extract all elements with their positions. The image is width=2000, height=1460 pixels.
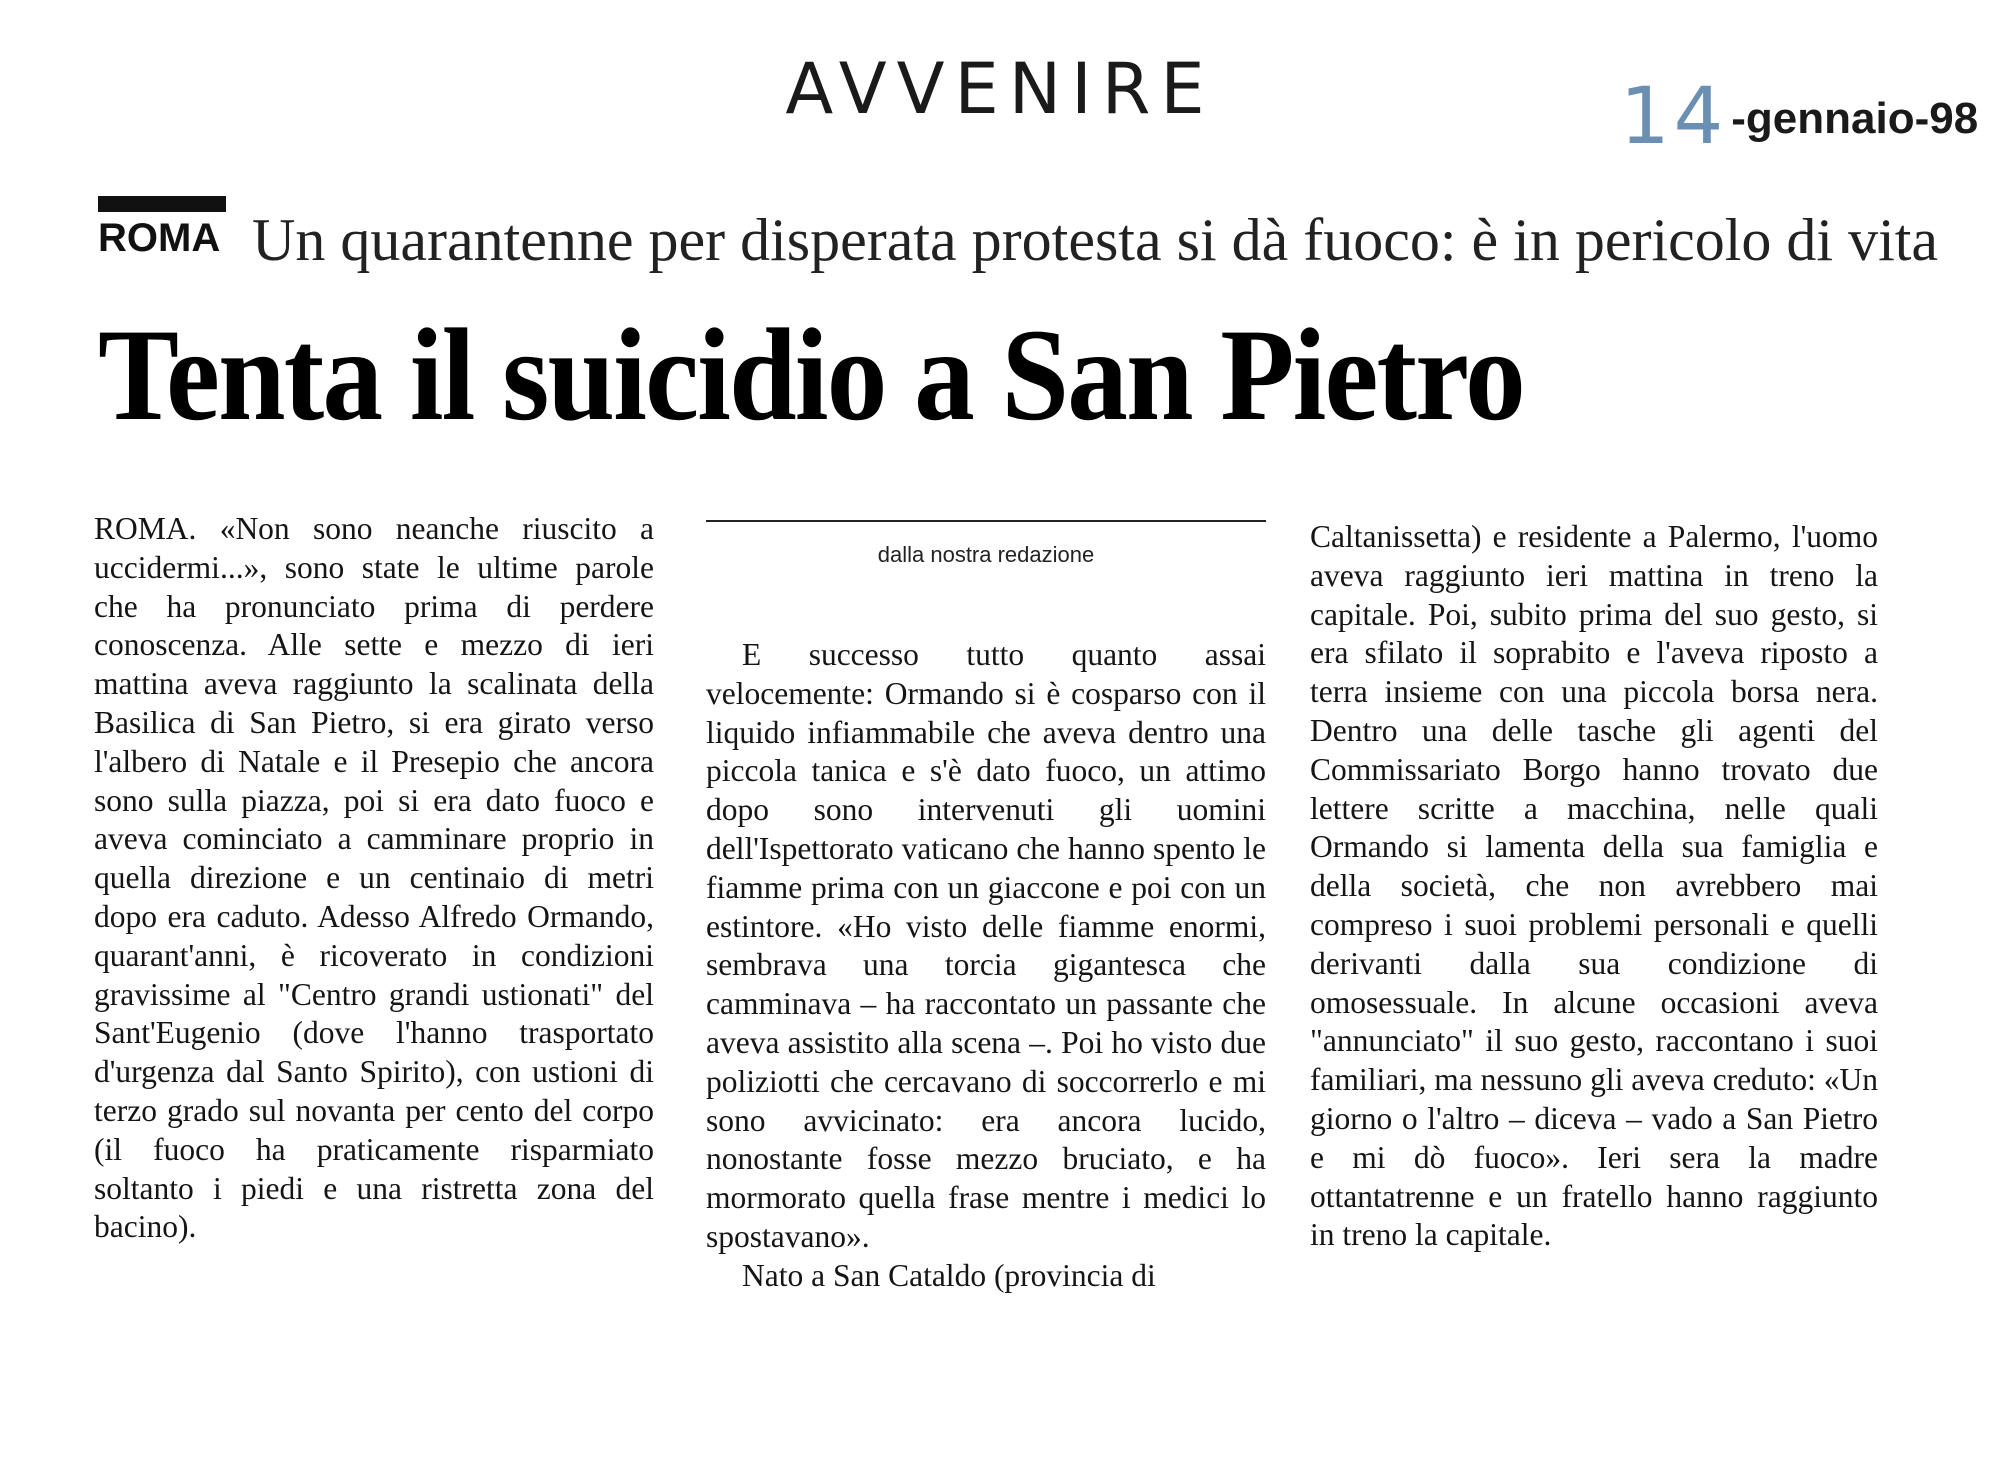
article-headline: Tenta il suicidio a San Pietro (98, 301, 1524, 448)
byline-rule (706, 520, 1266, 522)
column-3-paragraph: Caltanissetta) e residente a Palermo, l'uomo aveva raggiunto ieri mattina in treno la capitale. Poi, subito prima del suo gesto, si era sfilato il soprabito e l'aveva riposto a terra insieme con una piccola borsa nera. Dentro una delle tasche gli agenti del Commissariato Borgo hanno trovato due lettere scritte a macchina, nelle quali Ormando si lamenta della sua famiglia e della società, che non avrebbero mai compreso i suoi problemi personali e quelli derivanti dalla sua condizione di omosessuale. In alcune occasioni aveva "annunciato" il suo gesto, raccontano i suoi familiari, ma nessuno gli aveva creduto: «Un giorno o l'altro – diceva – vado a San Pietro e mi dò fuoco». Ieri sera la madre ottantatrenne e un fratello hanno raggiunto in treno la capitale. (1310, 519, 1878, 1253)
article-column-3 (1310, 518, 1878, 1255)
kicker-bar (98, 196, 226, 212)
article-column-2 (706, 636, 1266, 1296)
column-2-paragraph-2: Nato a San Cataldo (provincia di (742, 1257, 1156, 1293)
column-1-text: «Non sono neanche riuscito a uccidermi...», sono state le ultime parole che ha pronunciato prima di perdere conoscenza. Alle sette e mezzo di ieri mattina aveva raggiunto la scalinata della Basilica di San Pietro, si era girato verso l'albero di Natale e il Presepio che ancora sono sulla piazza, poi si era dato fuoco e aveva cominciato a camminare proprio in quella direzione e un centinaio di metri dopo era caduto. Adesso Alfredo Ormando, quarant'anni, è ricoverato in condizioni gravissime al "Centro grandi ustionati" del Sant'Eugenio (dove l'hanno trasportato d'urgenza dal Santo Spirito), con ustioni di terzo grado sul novanta per cento del corpo (il fuoco ha praticamente risparmiato soltanto i piedi e una ristretta zona del bacino). (94, 511, 654, 1245)
newspaper-masthead: AVVENIRE (785, 48, 1215, 130)
column-1-paragraph (94, 510, 654, 1247)
kicker-subheadline: Un quarantenne per disperata protesta si dà fuoco: è in pericolo di vita (252, 207, 1939, 273)
printed-date: -gennaio-98 (1731, 94, 1979, 143)
byline: dalla nostra redazione (877, 542, 1095, 567)
dateline: ROMA. (94, 511, 197, 546)
column-2-paragraph-1: E successo tutto quanto assai velocemente: Ormando si è cosparso con il liquido infiammabile che aveva dentro una piccola tanica e s'è dato fuoco, un attimo dopo sono intervenuti gli uomini dell'Ispettorato vaticano che hanno spento le fiamme prima con un giaccone e poi con un estintore. «Ho visto delle fiamme enormi, sembrava una torcia gigantesca che camminava – ha raccontato un passante che aveva assistito alla scena –. Poi ho visto due poliziotti che cercavano di soccorrerlo e mi sono avvicinato: era ancora lucido, nonostante fosse mezzo bruciato, e ha mormorato quella frase mentre i medici lo spostavano». (706, 637, 1266, 1254)
kicker-location-tag: ROMA (98, 216, 221, 260)
article-column-1 (94, 510, 654, 1247)
handwritten-day: 14 (1620, 72, 1728, 162)
clipping-date (1620, 62, 1979, 162)
